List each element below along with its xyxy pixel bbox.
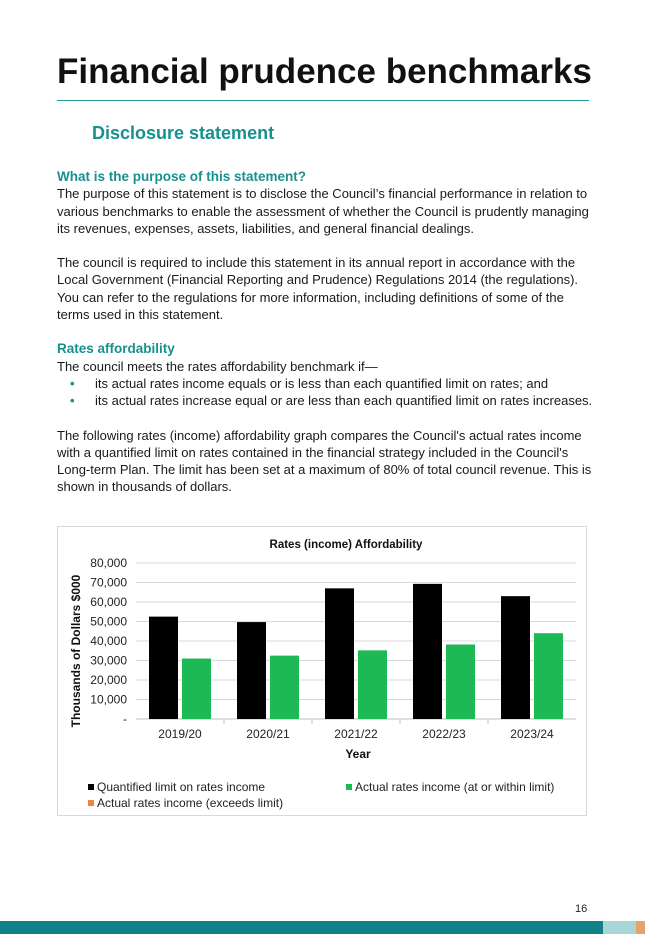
graph-description: The following rates (income) affordability graph compares the Council's actual rates income with a quantified limit on rates contained in the financial strategy included in the Council's Long-term Plan. The limit has been set at a maximum of 80% of total council revenue. This is shown in thousands of dollars. xyxy=(57,427,592,495)
chart-title: Rates (income) Affordability xyxy=(269,539,423,551)
bar-limit xyxy=(501,596,530,719)
legend-item-exceeds-limit xyxy=(88,795,283,811)
footer-bar-light xyxy=(603,921,636,934)
chart-legend xyxy=(88,779,568,810)
bar-limit xyxy=(237,622,266,719)
footer-bar-main xyxy=(0,921,603,934)
rates-affordability-chart xyxy=(57,526,587,816)
list-item xyxy=(57,375,597,392)
bullet-icon: • xyxy=(70,393,75,409)
legend-item-limit xyxy=(88,779,265,795)
legend-label: Quantified limit on rates income xyxy=(97,780,266,794)
purpose-heading: What is the purpose of this statement? xyxy=(57,169,307,184)
bar-actual xyxy=(358,650,387,719)
benchmark-list xyxy=(57,375,597,410)
bullet-icon: • xyxy=(70,375,75,391)
y-tick-label: 70,000 xyxy=(90,575,127,590)
legend-swatch-orange xyxy=(88,800,94,806)
y-tick-label: 30,000 xyxy=(90,653,127,668)
bar-actual xyxy=(446,645,475,719)
rates-affordability-heading: Rates affordability xyxy=(57,341,175,357)
legend-item-within-limit xyxy=(346,779,554,795)
rates-intro: The council meets the rates affordability benchmark if— xyxy=(57,358,378,374)
bar-limit xyxy=(325,588,354,719)
x-tick-label: 2021/22 xyxy=(334,727,378,741)
bar-limit xyxy=(149,617,178,719)
purpose-paragraph: The purpose of this statement is to disclose the Council’s financial performance in relation to various benchmarks to enable the assessment of whether the Council is prudently managing its revenues, expenses, assets, liabilities, and general financial dealings. xyxy=(57,186,589,236)
y-tick-label: 10,000 xyxy=(90,692,127,707)
footer-bar-accent xyxy=(636,921,645,934)
y-tick-label: 80,000 xyxy=(90,556,127,570)
legend-label: Actual rates income (exceeds limit) xyxy=(97,796,284,810)
bar-actual xyxy=(534,633,563,719)
y-axis-label: Thousands of Dollars $000 xyxy=(69,574,83,728)
x-tick-label: 2023/24 xyxy=(510,727,554,741)
x-tick-label: 2022/23 xyxy=(422,727,466,741)
bar-actual xyxy=(182,659,211,719)
y-tick-label: 20,000 xyxy=(90,673,127,687)
legend-label: Actual rates income (at or within limit) xyxy=(355,780,555,794)
x-tick-label: 2020/21 xyxy=(246,727,290,741)
legend-swatch-green xyxy=(346,784,352,790)
page-number: 16 xyxy=(575,903,588,915)
y-tick-label: 40,000 xyxy=(90,634,127,648)
requirement-paragraph: The council is required to include this statement in its annual report in accordance with the Local Government (Financial Reporting and Prudence) Regulations 2014 (the regulations). You can refer to the regulations for more information, including definitions of some of the terms used in this statement. xyxy=(57,255,579,323)
list-item-text: its actual rates income equals or is less than each quantified limit on rates; and xyxy=(95,375,549,391)
page-subtitle: Disclosure statement xyxy=(92,123,275,143)
chart-svg xyxy=(58,527,588,777)
title-divider xyxy=(57,100,589,101)
bar-limit xyxy=(413,584,442,719)
legend-swatch-black xyxy=(88,784,94,790)
page-title: Financial prudence benchmarks xyxy=(57,52,592,91)
x-axis-label: Year xyxy=(345,747,371,761)
list-item-text: its actual rates increase equal or are less than each quantified limit on rates increases. xyxy=(95,393,593,409)
bar-actual xyxy=(270,656,299,719)
list-item xyxy=(57,392,597,409)
body-content xyxy=(57,168,597,496)
y-tick-label: 50,000 xyxy=(90,614,127,629)
y-tick-label: - xyxy=(123,712,127,726)
y-tick-label: 60,000 xyxy=(90,595,127,609)
x-tick-label: 2019/20 xyxy=(158,727,202,741)
